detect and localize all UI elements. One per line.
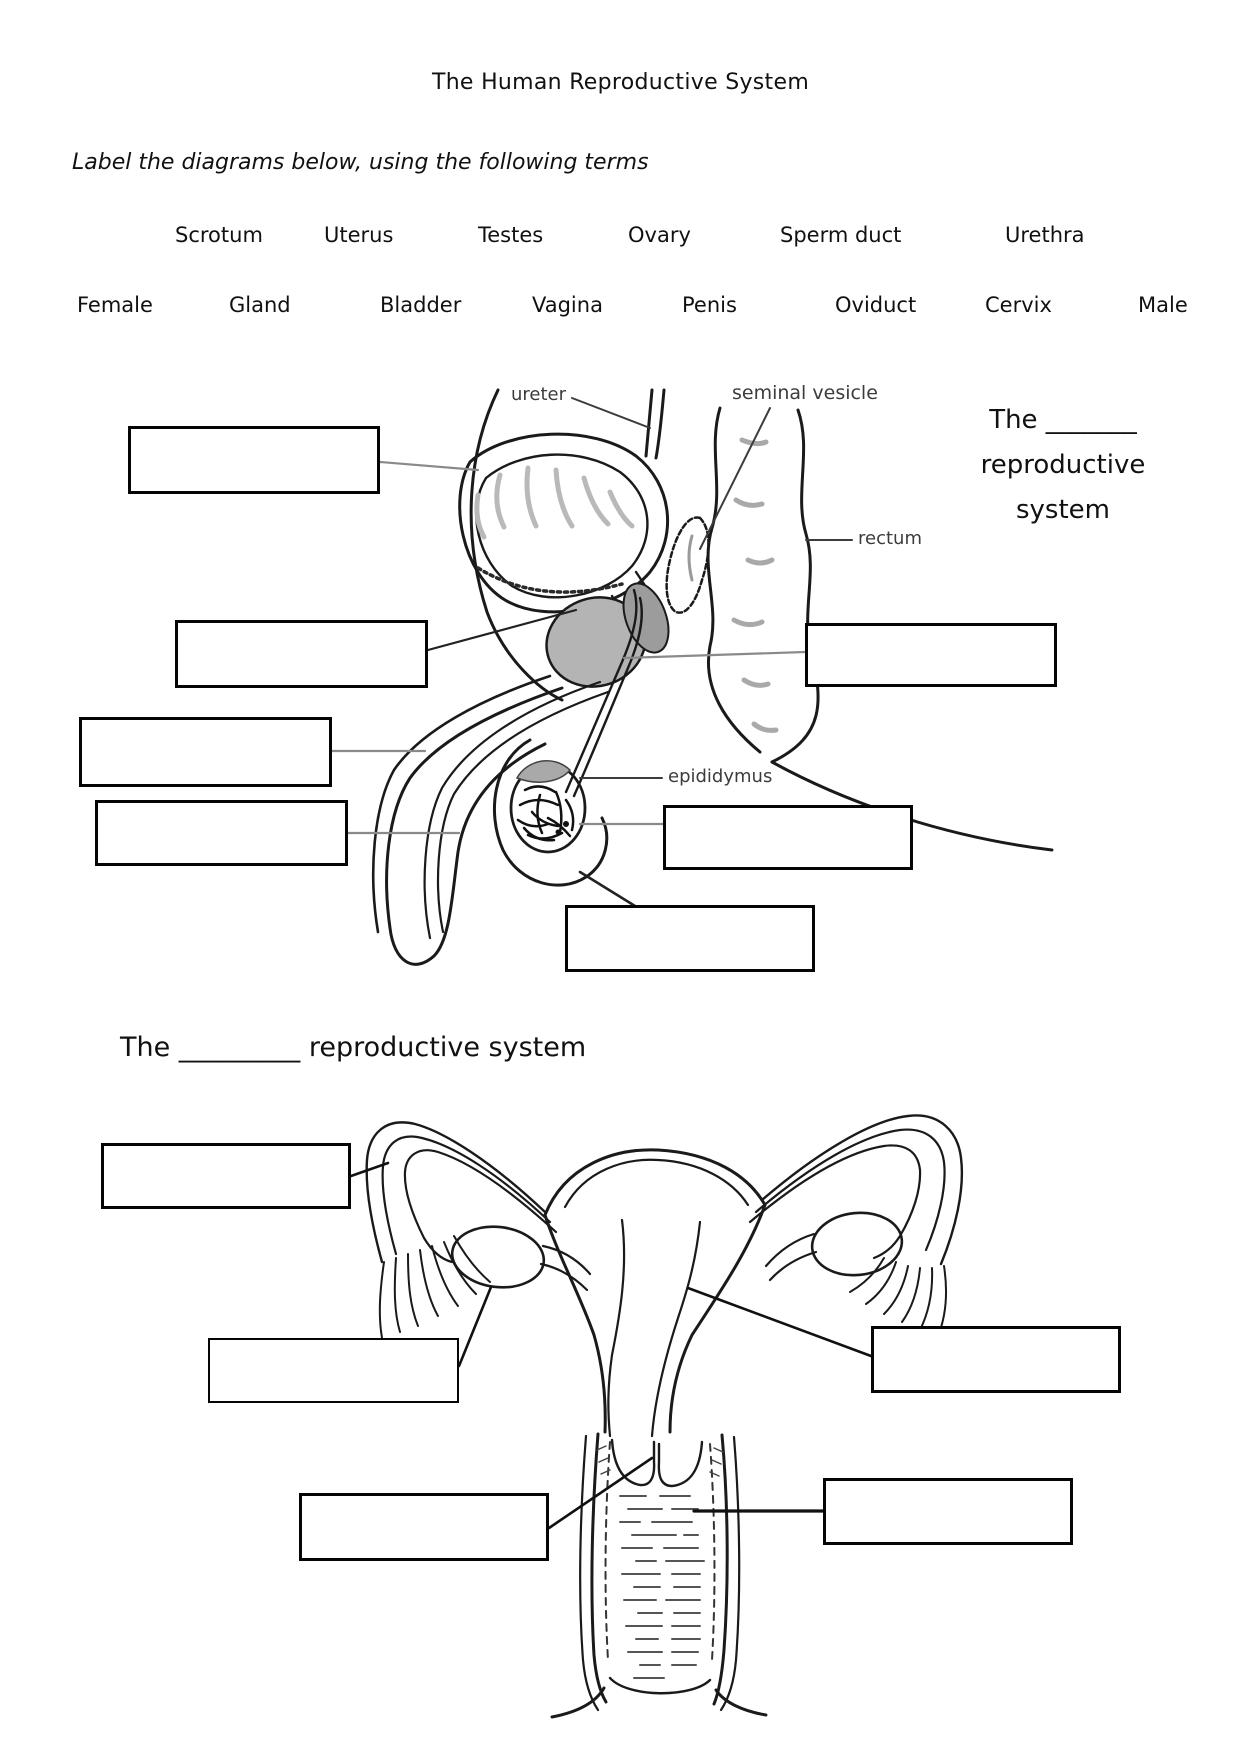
leader-line xyxy=(459,1287,491,1366)
answer-box-male-4[interactable] xyxy=(95,800,348,866)
leader-line xyxy=(549,1458,652,1528)
female-diagram-caption: The _________ reproductive system xyxy=(120,1032,587,1063)
word-bank-term: Penis xyxy=(682,293,737,317)
answer-box-female-3[interactable] xyxy=(871,1326,1121,1393)
word-bank-term: Male xyxy=(1138,293,1188,317)
word-bank-term: Sperm duct xyxy=(780,223,902,247)
label-ureter: ureter xyxy=(511,384,567,405)
word-bank-term: Scrotum xyxy=(175,223,263,247)
male-caption-line2: reproductive xyxy=(980,450,1146,480)
word-bank-term: Testes xyxy=(478,223,544,247)
male-caption-line3: system xyxy=(1016,495,1110,525)
left-ovary xyxy=(449,1222,548,1293)
right-ovary xyxy=(809,1208,905,1279)
page-title: The Human Reproductive System xyxy=(431,70,810,95)
leader-line xyxy=(380,462,478,470)
word-bank-term: Bladder xyxy=(380,293,462,317)
answer-box-male-2[interactable] xyxy=(175,620,428,688)
word-bank-term: Gland xyxy=(229,293,291,317)
word-bank-term: Urethra xyxy=(1005,223,1085,247)
word-bank-term: Female xyxy=(77,293,153,317)
leader-line xyxy=(572,398,650,428)
word-bank-term: Vagina xyxy=(532,293,603,317)
answer-box-female-1[interactable] xyxy=(101,1143,351,1209)
word-bank-term: Uterus xyxy=(324,223,394,247)
male-caption-line1: The _______ xyxy=(989,405,1137,435)
answer-box-male-3[interactable] xyxy=(79,717,332,787)
word-bank-term: Oviduct xyxy=(835,293,917,317)
rectum-shape xyxy=(708,408,760,752)
leader-line xyxy=(688,1288,871,1356)
epididymis-shape xyxy=(517,761,570,782)
label-epididymis: epididymus xyxy=(668,766,773,787)
cervix-shape xyxy=(612,1440,654,1485)
label-rectum: rectum xyxy=(858,528,922,549)
word-bank-term: Ovary xyxy=(628,223,691,247)
vagina-outline xyxy=(592,1434,606,1702)
female-anatomy xyxy=(367,1115,962,1717)
answer-box-male-1[interactable] xyxy=(128,426,380,494)
answer-box-female-5[interactable] xyxy=(823,1478,1073,1545)
answer-box-male-5[interactable] xyxy=(805,623,1057,687)
leader-line xyxy=(580,872,635,906)
answer-box-female-4[interactable] xyxy=(299,1493,549,1561)
answer-box-female-2[interactable] xyxy=(208,1338,459,1403)
prostate-shape xyxy=(535,577,677,699)
instruction-text: Label the diagrams below, using the following terms xyxy=(72,150,649,175)
answer-box-male-6[interactable] xyxy=(663,805,913,870)
answer-box-male-7[interactable] xyxy=(565,905,815,972)
label-seminal-vesicle: seminal vesicle xyxy=(732,382,878,404)
vagina-texture xyxy=(620,1496,704,1678)
word-bank-term: Cervix xyxy=(985,293,1052,317)
leader-line xyxy=(700,408,770,549)
seminal-vesicle-shape xyxy=(667,517,709,612)
ureter-tube xyxy=(646,390,652,456)
